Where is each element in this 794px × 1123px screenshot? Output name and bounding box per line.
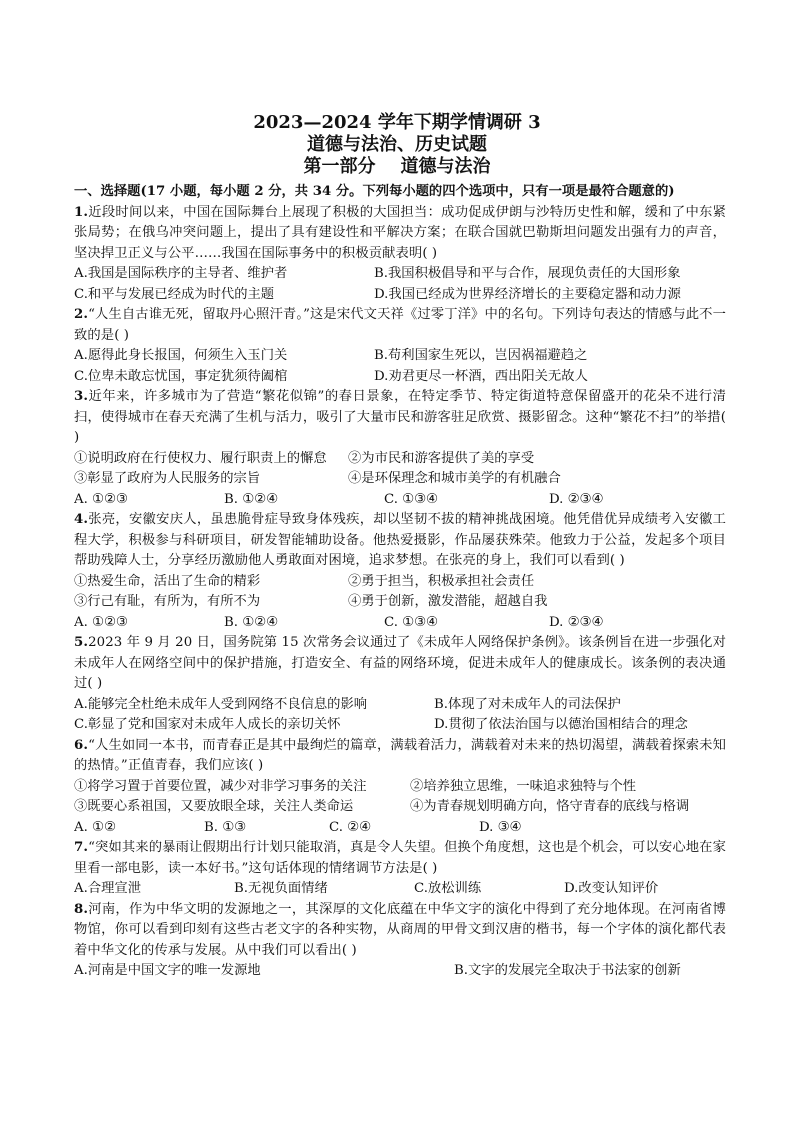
option-b[interactable]: B.文字的发展完全取决于书法家的创新: [454, 963, 681, 978]
answer-options: [74, 613, 726, 634]
option-a[interactable]: A. ①②③: [74, 614, 128, 630]
question-text: 2023 年 9 月 20 日，国务院第 15 次常务会议通过了《未成年人网络保护条例》。该条例旨在进一步强化对未成年人在网络空间中的保护措施，打造安全、有益的网络环境，促进未成年人的健康成长。该条例的表决通过( ): [74, 635, 726, 691]
question-text: “人生如同一本书，而青春正是其中最绚烂的篇章，满载着活力，满载着对未来的热切渴望，满载着探索未知的热情。”正值青春，我们应该( ): [74, 737, 726, 773]
option-c[interactable]: C. ①③④: [384, 614, 438, 630]
question-1: [74, 203, 726, 306]
question-4: [74, 510, 726, 633]
option-d[interactable]: D.劝君更尽一杯酒，西出阳关无故人: [374, 368, 588, 384]
question-2: [74, 305, 726, 387]
option-b[interactable]: B. ①②④: [224, 614, 278, 630]
question-5: [74, 633, 726, 736]
question-number: 3.: [74, 389, 89, 404]
option-c[interactable]: C.和平与发展已经成为时代的主题: [74, 286, 275, 302]
option-c[interactable]: C. ①③④: [384, 491, 438, 507]
option-c[interactable]: C. ②④: [329, 819, 371, 835]
statement-3: ③彰显了政府为人民服务的宗旨: [74, 471, 261, 486]
question-stem: [74, 387, 726, 449]
option-a[interactable]: A.能够完全杜绝未成年人受到网络不良信息的影响: [74, 696, 368, 712]
option-b[interactable]: B. ①②④: [224, 491, 278, 507]
statement-4: ④勇于创新，激发潜能，超越自我: [348, 594, 548, 609]
statement-2: ②培养独立思维，一味追求独特与个性: [410, 778, 637, 794]
question-text: 近段时间以来，中国在国际舞台上展现了积极的大国担当：成功促成伊朗与沙特历史性和解，缓和了中东紧张局势；在俄乌冲突问题上，提出了具有建设性和平解决方案；在联合国就巴勒斯坦问题发出强有力的声音，坚决捍卫正义与公平……我国在国际事务中的积极贡献表明( ): [74, 204, 726, 261]
option-d[interactable]: D.我国已经成为世界经济增长的主要稳定器和动力源: [374, 286, 681, 302]
statement-list: [74, 572, 726, 613]
statement-4: ④是环保理念和城市美学的有机融合: [348, 471, 561, 486]
question-3: [74, 387, 726, 510]
question-number: 2.: [74, 307, 89, 322]
statement-4: ④为青春规划明确方向，恪守青春的底线与格调: [410, 799, 690, 814]
question-number: 5.: [74, 635, 89, 650]
option-c[interactable]: C.放松训练: [414, 881, 482, 896]
statement-1: ①热爱生命，活出了生命的精彩: [74, 573, 261, 589]
option-d[interactable]: D.改变认知评价: [564, 881, 659, 896]
answer-options: [74, 961, 726, 982]
question-number: 8.: [74, 901, 89, 917]
statement-1: ①将学习置于首要位置，减少对非学习事务的关注: [74, 778, 367, 794]
question-text: “突如其来的暴雨让假期出行计划只能取消，真是令人失望。但换个角度想，这也是个机会，可以安心地在家里看一部电影，读一本好书。”这句话体现的情绪调节方法是( ): [74, 840, 726, 876]
option-a[interactable]: A.愿得此身长报国，何须生入玉门关: [74, 348, 288, 363]
part-title: 第一部分 道德与法治: [303, 156, 491, 177]
statement-3: ③行己有耻，有所为，有所不为: [74, 594, 261, 609]
answer-options: [74, 818, 726, 839]
option-b[interactable]: B.无视负面情绪: [234, 881, 328, 896]
question-7: [74, 838, 726, 900]
section-heading: 一、选择题(17 小题，每小题 2 分，共 34 分。下列每小题的四个选项中，只有一项是最符合题意的): [74, 184, 675, 199]
option-a[interactable]: A.合理宣泄: [74, 881, 142, 896]
question-text: 河南，作为中华文明的发源地之一，其深厚的文化底蕴在中华文字的演化中得到了充分地体现。在河南省博物馆，你可以看到印刻有这些古老文字的各种实物，从商周的甲骨文到汉唐的楷书，每一个字体的演化都代表着中华文化的传承与发展。从中我们可以看出( ): [74, 901, 726, 958]
question-text: “人生自古谁无死，留取丹心照汗青。”这是宋代文天祥《过零丁洋》中的名句。下列诗句表达的情感与此不一致的是( ): [74, 307, 726, 343]
question-6: [74, 736, 726, 839]
question-number: 6.: [74, 737, 89, 753]
statement-list: [74, 777, 726, 818]
question-stem: [74, 633, 726, 695]
option-a[interactable]: A.河南是中国文字的唯一发源地: [74, 963, 261, 978]
answer-options: [74, 264, 726, 305]
statement-1: ①说明政府在行使权力、履行职责上的懈怠: [74, 450, 327, 466]
option-b[interactable]: B.苟利国家生死以，岂因祸福避趋之: [374, 348, 588, 363]
question-number: 7.: [74, 840, 89, 855]
answer-options: [74, 490, 726, 511]
question-number: 1.: [74, 204, 89, 220]
question-stem: [74, 203, 726, 265]
exam-content: [74, 182, 726, 982]
option-b[interactable]: B.我国积极倡导和平与合作，展现负责任的大国形象: [374, 266, 681, 281]
option-c[interactable]: C.位卑未敢忘忧国，事定犹须待阖棺: [74, 368, 288, 384]
question-number: 4.: [74, 512, 89, 527]
statement-list: [74, 449, 726, 490]
option-a[interactable]: A. ①②: [74, 819, 116, 835]
question-8: [74, 900, 726, 982]
exam-subtitle: 道德与法治、历史试题: [307, 134, 487, 155]
question-stem: [74, 736, 726, 777]
question-stem: [74, 305, 726, 346]
option-d[interactable]: D. ③④: [479, 819, 522, 835]
answer-options: [74, 879, 726, 900]
question-stem: [74, 900, 726, 962]
option-d[interactable]: D. ②③④: [549, 614, 604, 630]
option-d[interactable]: D. ②③④: [549, 491, 604, 507]
answer-options: [74, 346, 726, 387]
statement-3: ③既要心系祖国，又要放眼全球，关注人类命运: [74, 799, 354, 814]
question-stem: [74, 510, 726, 572]
question-text: 近年来，许多城市为了营造“繁花似锦”的春日景象，在特定季节、特定街道特意保留盛开的花朵不进行清扫，使得城市在春天充满了生机与活力，吸引了大量市民和游客驻足欣赏、摄影留念。这种“繁花不扫”的举措( ): [74, 389, 726, 445]
option-a[interactable]: A.我国是国际秩序的主导者、维护者: [74, 266, 288, 281]
answer-options: [74, 695, 726, 736]
statement-2: ②勇于担当，积极承担社会责任: [348, 573, 535, 589]
option-b[interactable]: B.体现了对未成年人的司法保护: [434, 696, 621, 712]
question-text: 张亮，安徽安庆人，虽患脆骨症导致身体残疾，却以坚韧不拔的精神挑战困境。他凭借优异成绩考入安徽工程大学，积极参与科研项目，研发智能辅助设备。他热爱摄影，作品屡获殊荣。他致力于公益，发起多个项目帮助残障人士，分享经历激励他人勇敢面对困境，追求梦想。在张亮的身上，我们可以看到( ): [74, 512, 726, 568]
statement-2: ②为市民和游客提供了美的享受: [348, 450, 535, 466]
option-b[interactable]: B. ①③: [204, 819, 247, 835]
question-stem: [74, 838, 726, 879]
option-d[interactable]: D.贯彻了依法治国与以德治国相结合的理念: [434, 717, 688, 732]
exam-title: 2023—2024 学年下期学情调研 3: [253, 112, 541, 133]
option-a[interactable]: A. ①②③: [74, 491, 128, 507]
option-c[interactable]: C.彰显了党和国家对未成年人成长的亲切关怀: [74, 717, 341, 732]
